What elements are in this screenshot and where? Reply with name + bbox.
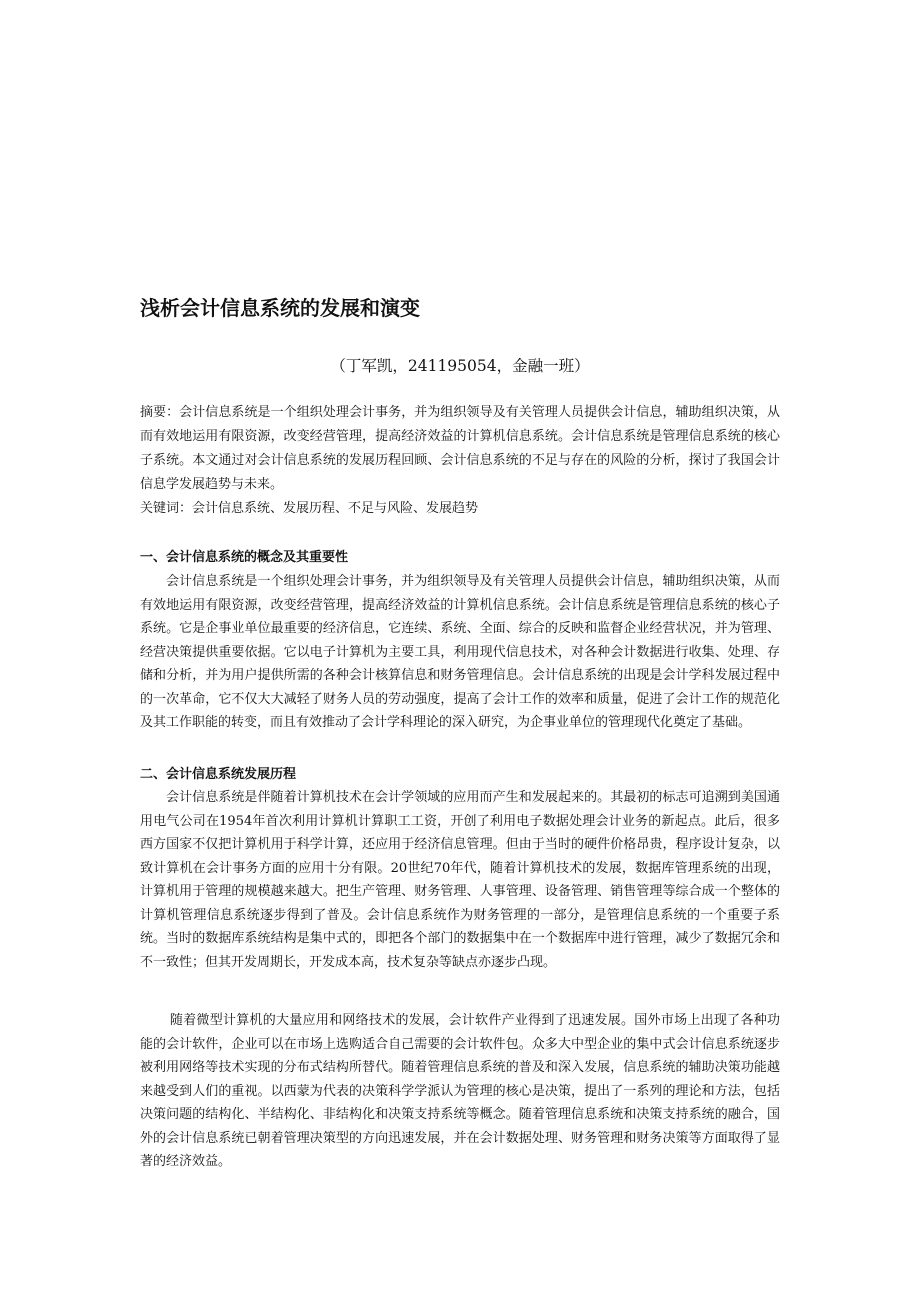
author-line: （丁军凯，241195054，金融一班） xyxy=(330,357,590,375)
abstract-paragraph: 摘要：会计信息系统是一个组织处理会计事务，并为组织领导及有关管理人员提供会计信息，辅助组织决策，从而有效地运用有限资源，改变经营管理，提高经济效益的计算机信息系统。会计信息系统是管理信息系统的核心子系统。本文通过对会计信息系统的发展历程回顾、会计信息系统的不足与存在的风险的分析，探讨了我国会计信息学发展趋势与未来。 xyxy=(140,405,780,492)
section-2-paragraph-1: 会计信息系统是伴随着计算机技术在会计学领域的应用而产生和发展起来的。其最初的标志可追溯到美国通用电气公司在1954年首次利用计算机计算职工工资，开创了利用电子数据处理会计业务的新起点。此后，很多西方国家不仅把计算机用于科学计算，还应用于经济信息管理。但由于当时的硬件价格昂贵，程序设计复杂，以致计算机在会计事务方面的应用十分有限。20世纪70年代，随着计算机技术的发展，数据库管理系统的出现，计算机用于管理的规模越来越大。把生产管理、财务管理、人事管理、设备管理、销售管理等综合成一个整体的计算机管理信息系统逐步得到了普及。会计信息系统作为财务管理的一部分，是管理信息系统的一个重要子系统。当时的数据库系统结构是集中式的，即把各个部门的数据集中在一个数据库中进行管理，减少了数据冗余和不一致性；但其开发周期长，开发成本高，技术复杂等缺点亦逐步凸现。 xyxy=(140,790,780,970)
section-1-paragraph: 会计信息系统是一个组织处理会计事务，并为组织领导及有关管理人员提供会计信息，辅助组织决策，从而有效地运用有限资源，改变经营管理，提高经济效益的计算机信息系统。会计信息系统是管理信息系统的核心子系统。它是企事业单位最重要的经济信息，它连续、系统、全面、综合的反映和监督企业经营状况，并为管理、经营决策提供重要依据。它以电子计算机为主要工具，利用现代信息技术，对各种会计数据进行收集、处理、存储和分析，并为用户提供所需的各种会计核算信息和财务管理信息。会计信息系统的出现是会计学科发展过程中的一次革命，它不仅大大减轻了财务人员的劳动强度，提高了会计工作的效率和质量，促进了会计工作的规范化及其工作职能的转变，而且有效推动了会计学科理论的深入研究，为企事业单位的管理现代化奠定了基础。 xyxy=(140,574,780,730)
keywords-line: 关键词：会计信息系统、发展历程、不足与风险、发展趋势 xyxy=(140,501,479,516)
section-1-heading: 一、会计信息系统的概念及其重要性 xyxy=(140,550,349,565)
section-2-heading: 二、会计信息系统发展历程 xyxy=(140,767,297,782)
section-2-paragraph-2: 随着微型计算机的大量应用和网络技术的发展，会计软件产业得到了迅速发展。国外市场上出现了各种功能的会计软件，企业可以在市场上选购适合自己需要的会计软件包。众多大中型企业的集中式会计信息系统逐步被利用网络等技术实现的分布式结构所替代。随着管理信息系统的普及和深入发展，信息系统的辅助决策功能越来越受到人们的重视。以西蒙为代表的决策科学学派认为管理的核心是决策，提出了一系列的理论和方法，包括决策问题的结构化、半结构化、非结构化和决策支持系统等概念。随着管理信息系统和决策支持系统的融合，国外的会计信息系统已朝着管理决策型的方向迅速发展，并在会计数据处理、财务管理和财务决策等方面取得了显著的经济效益。 xyxy=(140,1013,780,1169)
document-title: 浅析会计信息系统的发展和演变 xyxy=(140,296,420,320)
